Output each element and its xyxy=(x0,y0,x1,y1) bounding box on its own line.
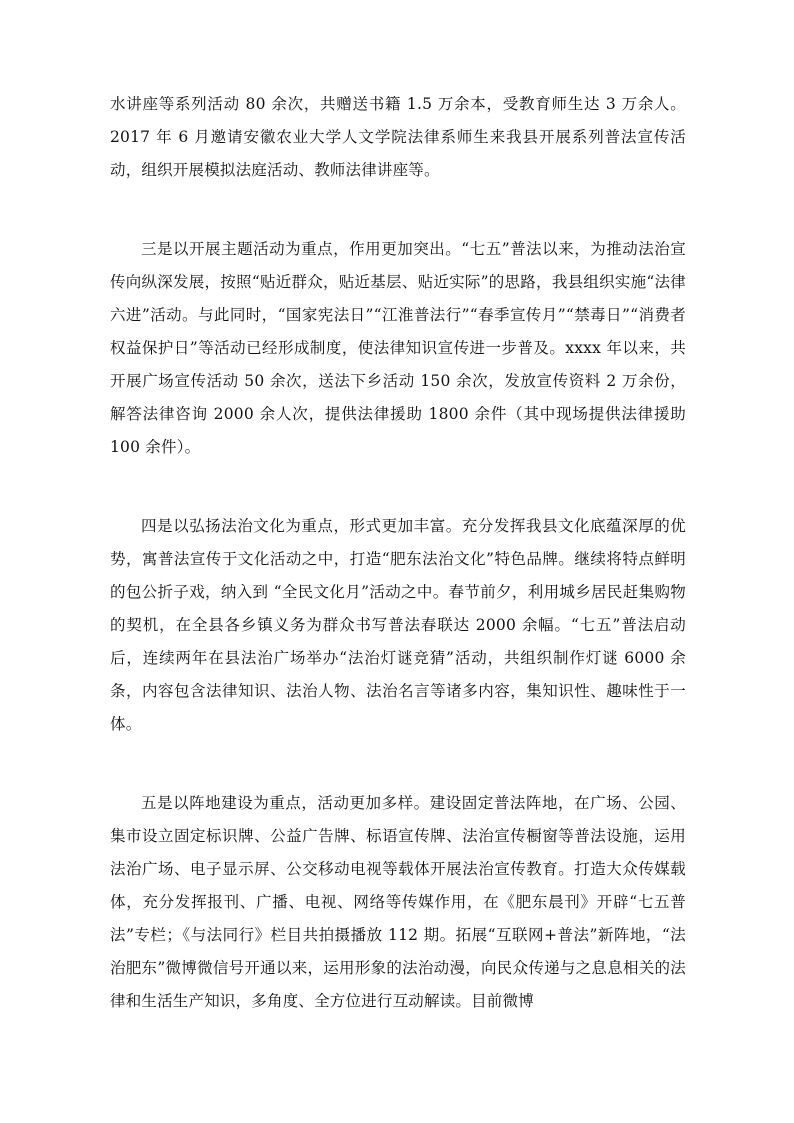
paragraph-base-construction: 五是以阵地建设为重点，活动更加多样。建设固定普法阵地，在广场、公园、集市设立固定标识牌、公益广告牌、标语宣传牌、法治宣传橱窗等普法设施，运用法治广场、电子显示屏、公交移动电视等载体开展法治宣传教育。打造大众传媒载体，充分发挥报刊、广播、电视、网络等传媒作用，在《肥东晨刊》开辟“七五普法”专栏；《与法同行》栏目共拍摄播放 112 期。拓展“互联网+普法”新阵地，“法治肥东”微博微信号开通以来，运用形象的法治动漫，向民众传递与之息息相关的法律和生活生产知识，多角度、全方位进行互动解读。目前微博 xyxy=(110,794,686,1010)
paragraph-gap xyxy=(110,187,686,233)
paragraph-continuation: 水讲座等系列活动 80 余次，共赠送书籍 1.5 万余本，受教育师生达 3 万余人。2017 年 6 月邀请安徽农业大学人文学院法律系师生来我县开展系列普法宣传活动，组织开展模拟法庭活动、教师法律讲座等。 xyxy=(110,95,686,179)
document-body xyxy=(110,88,686,1018)
paragraph-theme-activities: 三是以开展主题活动为重点，作用更加突出。“七五”普法以来，为推动法治宣传向纵深发展，按照“贴近群众，贴近基层、贴近实际”的思路，我县组织实施“法律六进”活动。与此同时，“国家宪法日”“江淮普法行”“春季宣传月”“禁毒日”“消费者权益保护日”等活动已经形成制度，使法律知识宣传进一步普及。xxxx 年以来，共开展广场宣传活动 50 余次，送法下乡活动 150 余次，发放宣传资料 2 万余份，解答法律咨询 2000 余人次，提供法律援助 1800 余件（其中现场提供法律援助 100 余件）。 xyxy=(110,240,686,456)
paragraph-gap xyxy=(110,741,686,787)
paragraph-gap xyxy=(110,464,686,510)
paragraph-legal-culture: 四是以弘扬法治文化为重点，形式更加丰富。充分发挥我县文化底蕴深厚的优势，寓普法宣传于文化活动之中，打造“肥东法治文化”特色品牌。继续将特点鲜明的包公折子戏，纳入到 “全民文化月”活动之中。春节前夕，利用城乡居民赶集购物的契机，在全县各乡镇义务为群众书写普法春联达 2000 余幅。“七五”普法启动后，连续两年在县法治广场举办“法治灯谜竞猜”活动，共组织制作灯谜 6000 余条，内容包含法律知识、法治人物、法治名言等诸多内容，集知识性、趣味性于一体。 xyxy=(110,517,686,733)
